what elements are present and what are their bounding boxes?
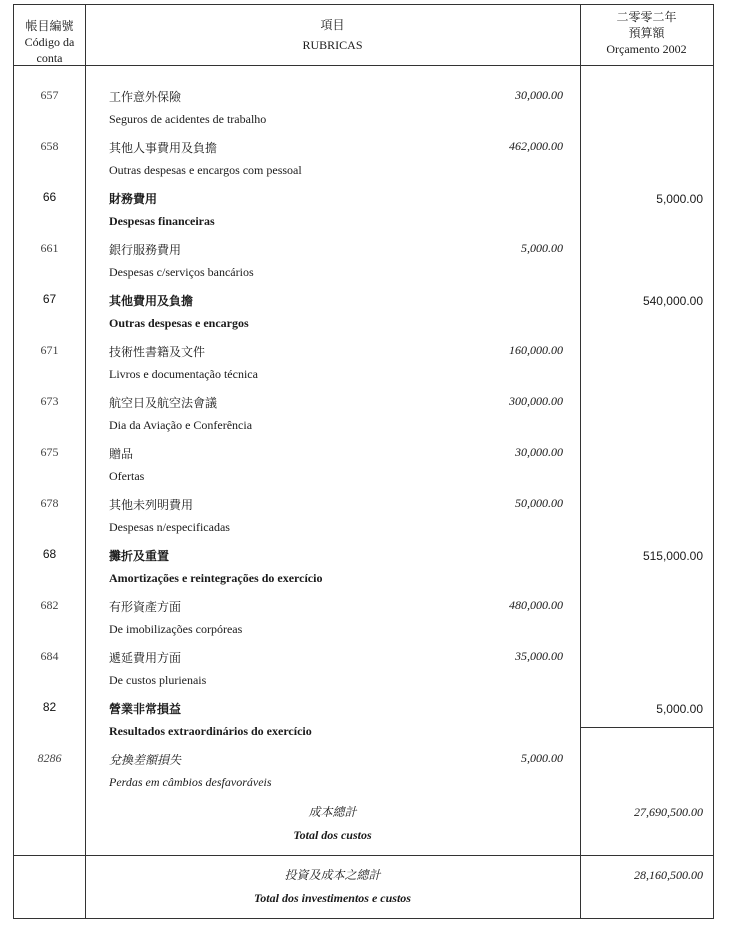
- grand-total-label: [85, 866, 580, 906]
- grand-total-pt: Total dos investimentos e custos: [254, 891, 411, 905]
- row-code: 678: [40, 496, 59, 510]
- table-row: [14, 126, 713, 177]
- row-label-zh: 銀行服務費用: [109, 243, 182, 257]
- row-label-zh: 遞延費用方面: [109, 651, 182, 665]
- costs-total-zh: 成本總計: [308, 805, 357, 819]
- row-label-pt: Despesas financeiras: [109, 214, 215, 228]
- header-rubric-zh: 項目: [320, 18, 345, 32]
- table-row: [14, 75, 713, 126]
- row-total: 540,000.00: [642, 294, 703, 308]
- header-budget-zh1: 二零零二年: [616, 10, 677, 24]
- table-row: [14, 381, 713, 432]
- row-label-pt: Ofertas: [109, 469, 145, 483]
- table-row: [14, 585, 713, 636]
- row-label-zh: 其他費用及負擔: [109, 294, 194, 308]
- row-code: 8286: [37, 751, 62, 765]
- costs-total-label: [85, 803, 580, 843]
- table-row: [14, 330, 713, 381]
- grand-total-amount: 28,160,500.00: [634, 868, 703, 882]
- row-total: 515,000.00: [642, 549, 703, 563]
- row-label-zh: 其他未列明費用: [109, 498, 194, 512]
- row-code: 658: [40, 139, 59, 153]
- row-amount: 300,000.00: [509, 394, 563, 408]
- row-label-zh: 贈品: [109, 447, 134, 461]
- budget-table: [13, 4, 714, 919]
- row-total: 5,000.00: [656, 702, 703, 716]
- row-label-zh: 攤折及重置: [109, 549, 170, 563]
- row-label-pt: Outras despesas e encargos com pessoal: [109, 163, 302, 177]
- row-amount: 5,000.00: [521, 241, 563, 255]
- header-rubric-pt: RUBRICAS: [302, 38, 363, 52]
- table-row: [14, 636, 713, 687]
- row-code: 82: [42, 700, 57, 714]
- header-budget: [580, 9, 713, 57]
- row-amount: 30,000.00: [515, 445, 563, 459]
- header-code: [14, 18, 85, 66]
- table-row: [14, 228, 713, 279]
- row-code: 675: [40, 445, 59, 459]
- table-row: [14, 483, 713, 534]
- row-code: 661: [40, 241, 59, 255]
- row-amount: 462,000.00: [509, 139, 563, 153]
- row-code: 657: [40, 88, 59, 102]
- row-label-zh: 營業非常損益: [109, 702, 182, 716]
- row-code: 684: [40, 649, 59, 663]
- row-label-zh: 財務費用: [109, 192, 158, 206]
- row-label-pt: Amortizações e reintegrações do exercício: [109, 571, 323, 585]
- costs-total-pt: Total dos custos: [293, 828, 372, 842]
- header-code-pt: Código da conta: [24, 35, 75, 65]
- grand-total-zh: 投資及成本之總計: [284, 868, 381, 882]
- table-row: [14, 177, 713, 228]
- row-label-pt: Despesas c/serviços bancários: [109, 265, 254, 279]
- row-label-pt: Dia da Aviação e Conferência: [109, 418, 253, 432]
- row-label-pt: Outras despesas e encargos: [109, 316, 249, 330]
- row-amount: 35,000.00: [515, 649, 563, 663]
- row-amount: 50,000.00: [515, 496, 563, 510]
- costs-total-amount: 27,690,500.00: [634, 805, 703, 819]
- row-label-zh: 工作意外保險: [109, 90, 182, 104]
- row-total: 5,000.00: [656, 192, 703, 206]
- table-row: [14, 279, 713, 330]
- row-label-pt: Despesas n/especificadas: [109, 520, 230, 534]
- header-budget-zh2: 預算額: [628, 26, 665, 40]
- row-code: 682: [40, 598, 59, 612]
- row-label-zh: 航空日及航空法會議: [109, 396, 218, 410]
- row-label-pt: Resultados extraordinários do exercício: [109, 724, 312, 738]
- header-budget-pt: Orçamento 2002: [606, 42, 687, 56]
- header-rubric: [85, 17, 580, 53]
- row-label-pt: Livros e documentação técnica: [109, 367, 258, 381]
- table-row: [14, 738, 713, 789]
- row-amount: 30,000.00: [515, 88, 563, 102]
- row-code: 67: [42, 292, 57, 306]
- row-label-pt: Seguros de acidentes de trabalho: [109, 112, 267, 126]
- table-row: [14, 534, 713, 585]
- row-code: 673: [40, 394, 59, 408]
- header-divider: [14, 65, 713, 66]
- header-code-zh: 帳目編號: [25, 19, 74, 33]
- row-code: 66: [42, 190, 57, 204]
- row-label-pt: De imobilizações corpóreas: [109, 622, 243, 636]
- total-divider: [14, 855, 713, 856]
- table-row: [14, 432, 713, 483]
- row-amount: 480,000.00: [509, 598, 563, 612]
- row-amount: 5,000.00: [521, 751, 563, 765]
- row-label-zh: 其他人事費用及負擔: [109, 141, 218, 155]
- row-label-zh: 技術性書籍及文件: [109, 345, 206, 359]
- row-amount: 160,000.00: [509, 343, 563, 357]
- table-row: [14, 687, 713, 738]
- row-label-zh: 有形資產方面: [109, 600, 182, 614]
- row-label-pt: De custos plurienais: [109, 673, 207, 687]
- row-label-pt: Perdas em câmbios desfavoráveis: [109, 775, 272, 789]
- row-code: 68: [42, 547, 57, 561]
- row-code: 671: [40, 343, 59, 357]
- row-label-zh: 兌換差額損失: [109, 753, 182, 767]
